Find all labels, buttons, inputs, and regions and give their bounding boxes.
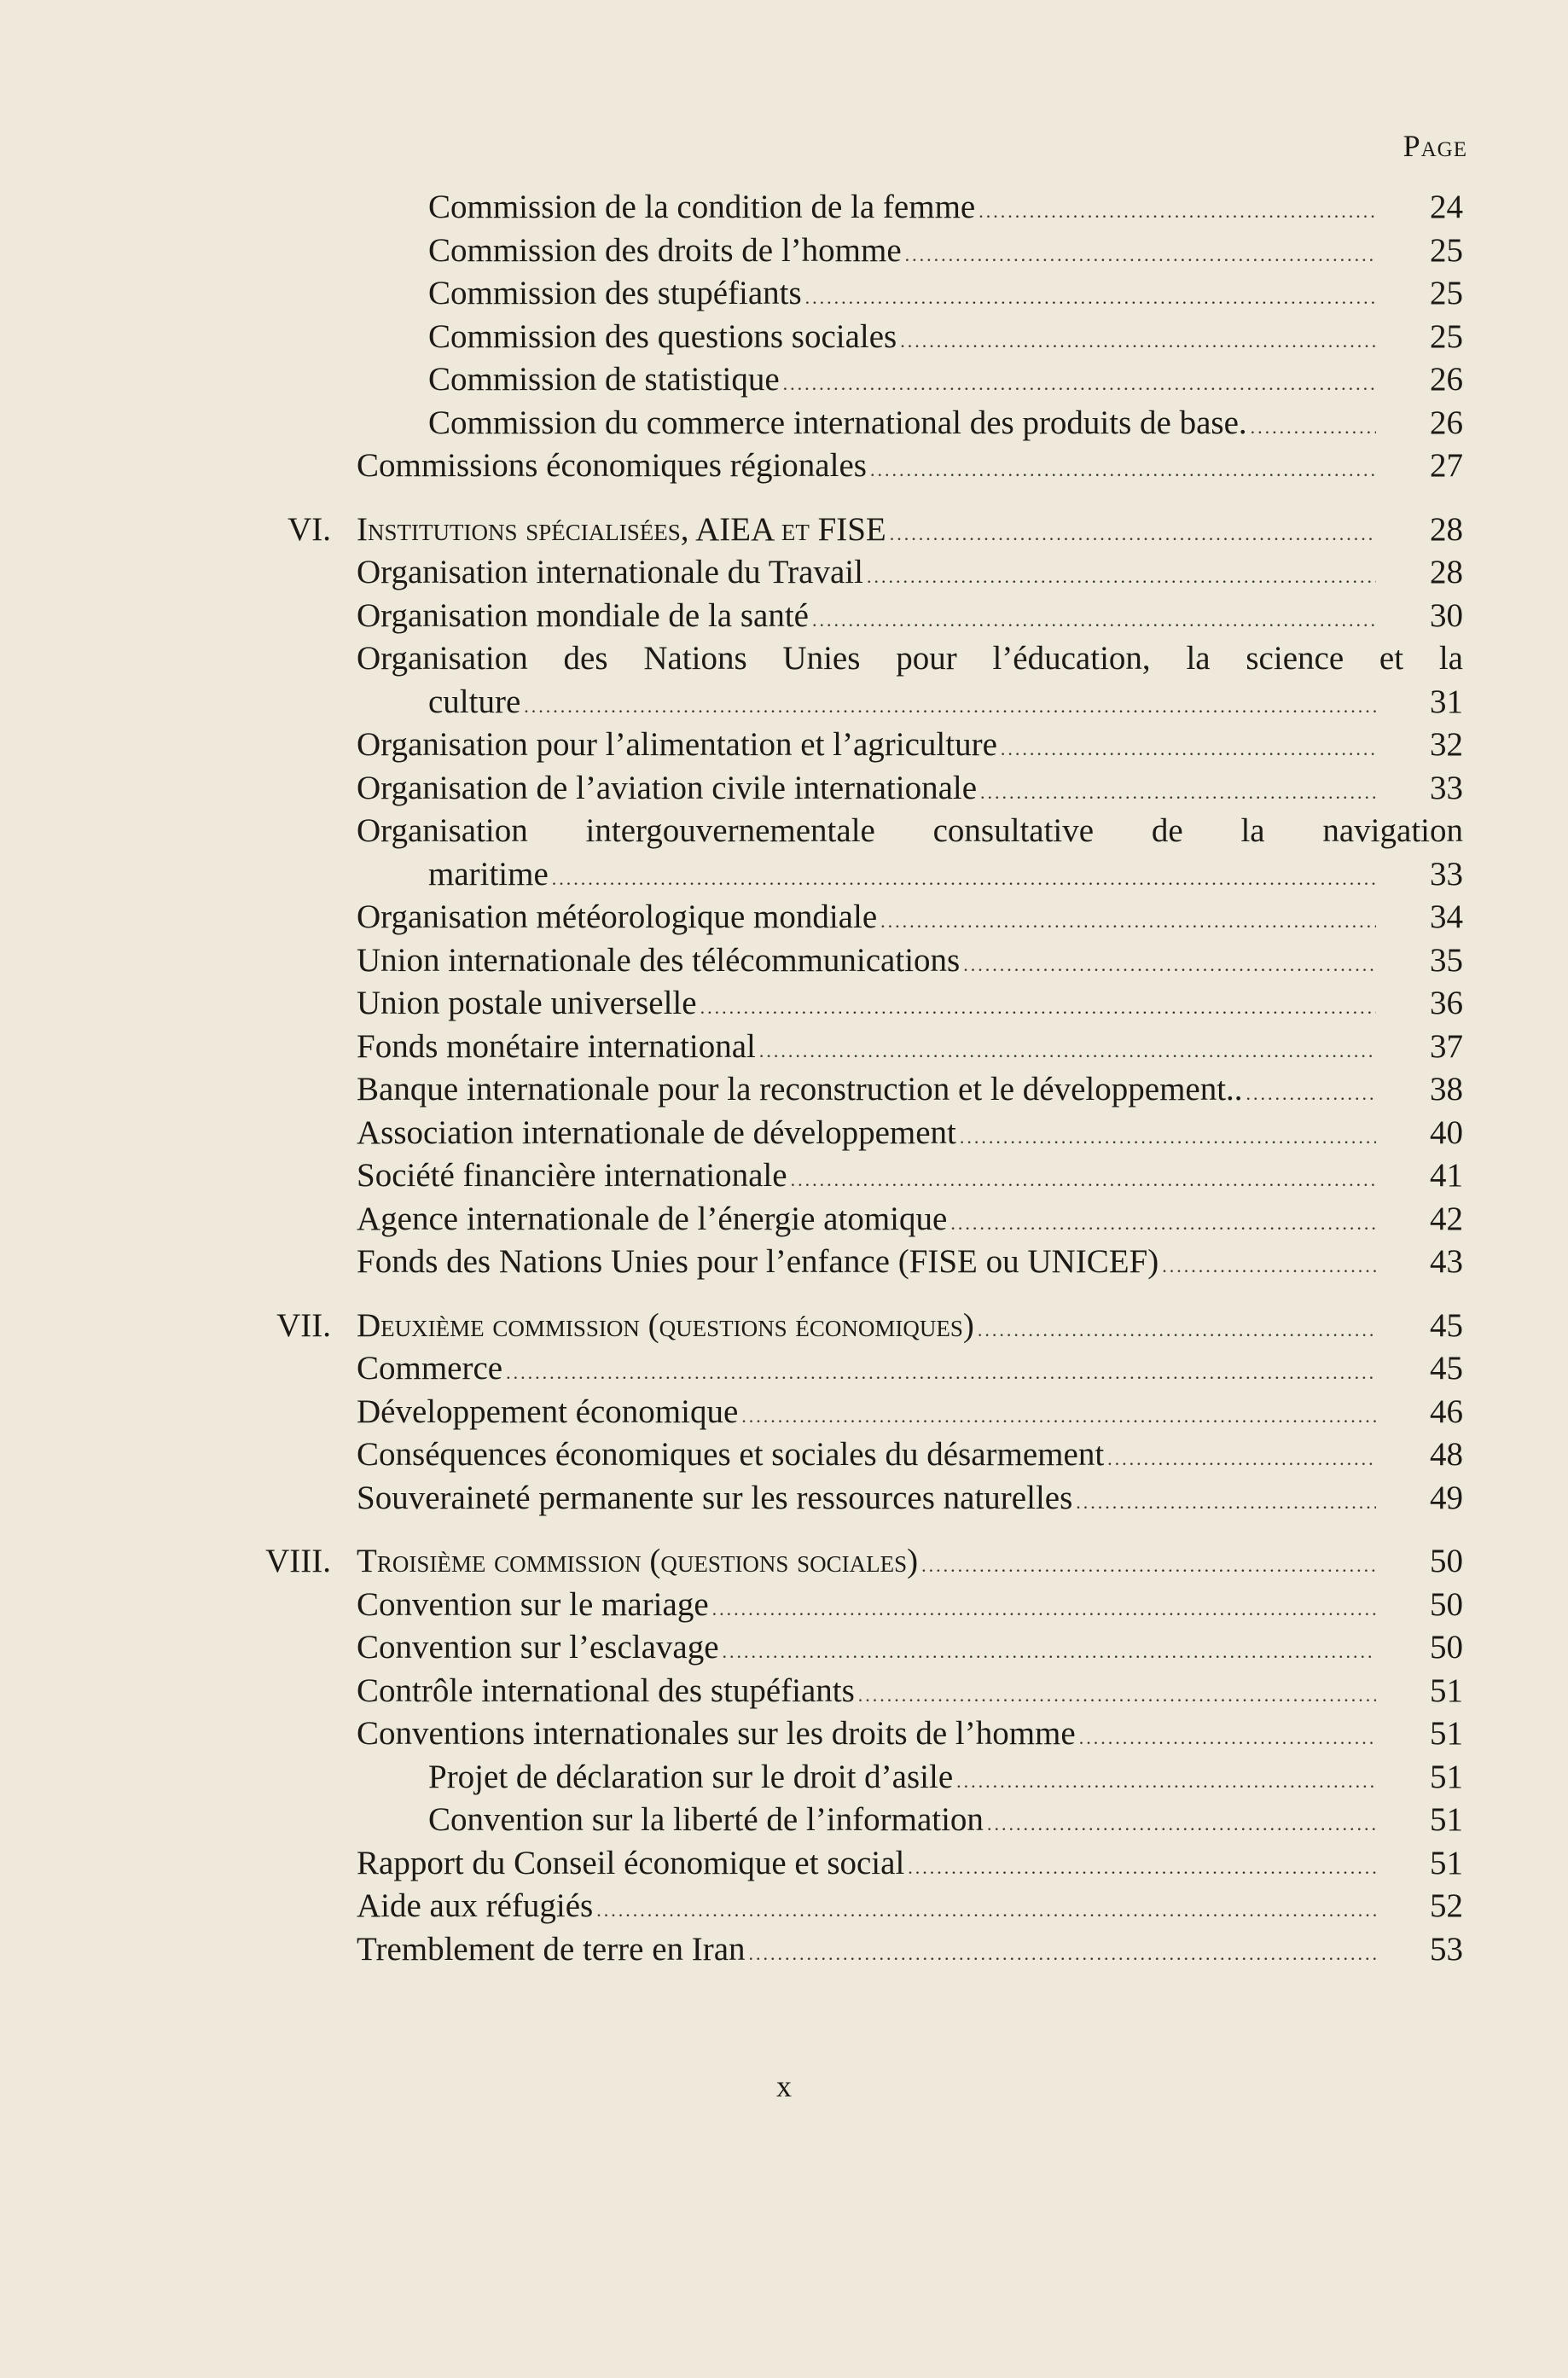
- toc-page-number: 53: [1430, 1930, 1463, 1968]
- dot-leader: [1246, 1073, 1376, 1116]
- toc-entry: [357, 1154, 1376, 1202]
- toc-page-number: 34: [1430, 898, 1463, 935]
- dot-leader: [956, 1760, 1376, 1804]
- dot-leader: [867, 555, 1376, 599]
- toc-entry-text: Aide aux réfugiés: [357, 1887, 594, 1924]
- toc-row: [0, 810, 1568, 853]
- toc-entry: [357, 1112, 1376, 1160]
- toc-entry: [357, 1712, 1376, 1760]
- toc-row: [0, 1068, 1568, 1112]
- toc-row: [0, 1756, 1568, 1799]
- toc-page-number: 52: [1430, 1887, 1463, 1924]
- toc-entry: [428, 186, 1376, 234]
- toc-entry: [357, 1026, 1376, 1073]
- toc-entry-text: Organisation pour l’alimentation et l’agriculture: [357, 726, 997, 763]
- toc-row: [0, 402, 1568, 445]
- dot-leader: [987, 1803, 1376, 1846]
- toc-entry-text: Commission des droits de l’homme: [428, 231, 902, 269]
- toc-entry: [357, 1347, 1376, 1395]
- toc-page-number: 51: [1430, 1801, 1463, 1838]
- dot-leader: [960, 1116, 1376, 1160]
- toc-entry: [428, 272, 1376, 320]
- section-numeral: VII.: [276, 1306, 331, 1344]
- toc-entry-text: Commission de la condition de la femme: [428, 189, 976, 225]
- toc-entry-text: Convention sur le mariage: [357, 1585, 709, 1623]
- toc-entry-text: Fonds des Nations Unies pour l’enfance (FISE ou UNICEF): [357, 1243, 1159, 1280]
- toc-page-number: 35: [1430, 941, 1463, 979]
- table-of-contents: [0, 186, 1568, 1971]
- toc-entry: [357, 445, 1376, 492]
- toc-row: [0, 186, 1568, 230]
- toc-entry: [357, 1584, 1376, 1631]
- toc-page-number: 46: [1430, 1392, 1463, 1430]
- toc-entry-text: Contrôle international des stupéfiants: [357, 1672, 855, 1709]
- toc-page-number: 25: [1430, 317, 1463, 355]
- dot-leader: [783, 363, 1376, 406]
- section-title: Deuxième commission (questions économiques): [357, 1306, 974, 1344]
- toc-entry-text: Commission du commerce international des produits de base.: [428, 404, 1247, 441]
- toc-entry-text: Développement économique: [357, 1392, 739, 1430]
- toc-entry-text: Organisation de l’aviation civile internationale: [357, 769, 978, 806]
- toc-entry: [357, 1305, 1376, 1352]
- toc-row: [0, 1885, 1568, 1928]
- toc-page-number: 45: [1430, 1350, 1463, 1387]
- dot-leader: [741, 1395, 1376, 1439]
- toc-entry-text: Organisation des Nations Unies pour l’éducation, la science et la: [357, 640, 1463, 677]
- toc-entry-text: Agence internationale de l’énergie atomique: [357, 1200, 948, 1237]
- dot-leader: [759, 1030, 1376, 1073]
- toc-entry-text: Convention sur la liberté de l’information: [428, 1801, 984, 1838]
- toc-page-number: 31: [1430, 683, 1463, 720]
- toc-page-number: 51: [1430, 1672, 1463, 1709]
- toc-row: [0, 1347, 1568, 1391]
- toc-page-number: 30: [1430, 596, 1463, 634]
- dot-leader: [890, 513, 1376, 556]
- toc-entry: [428, 1756, 1376, 1804]
- toc-row: [0, 896, 1568, 939]
- toc-entry-text: Union postale universelle: [357, 985, 697, 1021]
- section-title: Institutions spécialisées, AIEA et FISE: [357, 510, 886, 548]
- dot-leader: [1079, 1717, 1376, 1760]
- toc-entry: [357, 1198, 1376, 1246]
- toc-page-number: 43: [1430, 1243, 1463, 1280]
- toc-entry-text: culture: [428, 683, 521, 720]
- toc-entry-text: Commission de statistique: [428, 361, 780, 398]
- dot-leader: [812, 599, 1376, 642]
- toc-page-number: 42: [1430, 1200, 1463, 1237]
- toc-entry: [357, 595, 1376, 642]
- dot-leader: [950, 1202, 1376, 1246]
- toc-row: [0, 1928, 1568, 1972]
- toc-row: [0, 681, 1568, 724]
- toc-page-number: 27: [1430, 447, 1463, 484]
- toc-page-number: 33: [1430, 855, 1463, 892]
- dot-leader: [712, 1588, 1376, 1631]
- toc-entry-text: Société financière internationale: [357, 1157, 787, 1194]
- toc-row: [0, 551, 1568, 595]
- toc-page-number: 50: [1430, 1585, 1463, 1623]
- toc-entry-text: Commissions économiques régionales: [357, 447, 867, 484]
- toc-entry-text: Organisation mondiale de la santé: [357, 596, 809, 634]
- section-numeral: VIII.: [265, 1543, 331, 1579]
- toc-entry-text: Tremblement de terre en Iran: [357, 1930, 746, 1968]
- page-number: x: [776, 2069, 792, 2103]
- dot-leader: [880, 900, 1376, 944]
- toc-row: [0, 358, 1568, 402]
- toc-entry-text: Organisation intergouvernementale consultative de la navigation: [357, 812, 1463, 849]
- dot-leader: [858, 1674, 1376, 1718]
- toc-entry-text: maritime: [428, 855, 549, 892]
- toc-entry: [357, 1068, 1376, 1116]
- section-title: Troisième commission (questions sociales): [357, 1543, 919, 1579]
- toc-page-number: 28: [1430, 554, 1463, 590]
- toc-row: [0, 1198, 1568, 1241]
- toc-entry: [357, 1241, 1376, 1288]
- dot-leader: [1076, 1481, 1376, 1525]
- toc-entry: [357, 982, 1376, 1030]
- toc-row: [0, 1154, 1568, 1198]
- toc-entry-text: Association internationale de développement: [357, 1113, 956, 1151]
- toc-entry: [357, 551, 1376, 599]
- toc-page-number: 28: [1430, 510, 1463, 548]
- toc-row: [0, 1433, 1568, 1477]
- dot-leader: [900, 320, 1376, 363]
- toc-entry: [428, 230, 1376, 277]
- toc-row: [0, 1626, 1568, 1670]
- toc-entry: [357, 1928, 1376, 1976]
- toc-entry: [428, 1799, 1376, 1846]
- toc-page-number: 25: [1430, 231, 1463, 269]
- toc-entry: [357, 1885, 1376, 1933]
- toc-page-number: 50: [1430, 1629, 1463, 1666]
- toc-page-number: 50: [1430, 1543, 1463, 1579]
- toc-row: [0, 1842, 1568, 1886]
- toc-entry-text: Projet de déclaration sur le droit d’asile: [428, 1758, 954, 1795]
- dot-leader: [1107, 1438, 1376, 1481]
- toc-entry: [357, 1670, 1376, 1718]
- toc-entry: [357, 896, 1376, 944]
- dot-leader: [963, 944, 1376, 987]
- toc-entry-text: Convention sur l’esclavage: [357, 1629, 719, 1666]
- toc-entry: [428, 358, 1376, 406]
- toc-row: [0, 767, 1568, 811]
- toc-row: [0, 1670, 1568, 1713]
- dot-leader: [791, 1159, 1376, 1202]
- toc-entry-text: Commission des questions sociales: [428, 317, 897, 355]
- toc-entry: [357, 1433, 1376, 1481]
- toc-page-number: 26: [1430, 404, 1463, 441]
- dot-leader: [1251, 406, 1376, 450]
- toc-entry: [357, 1626, 1376, 1674]
- toc-entry-text: Banque internationale pour la reconstruction et le développement..: [357, 1071, 1243, 1108]
- toc-entry-text: Souveraineté permanente sur les ressources naturelles: [357, 1479, 1073, 1516]
- toc-entry-text: Conventions internationales sur les droits de l’homme: [357, 1715, 1076, 1752]
- toc-row: [0, 637, 1568, 681]
- toc-section-row: [0, 1540, 1568, 1584]
- toc-entry-text: Commission des stupéfiants: [428, 275, 802, 311]
- toc-entry-text: Organisation internationale du Travail: [357, 554, 863, 590]
- toc-row: [0, 1477, 1568, 1520]
- toc-entry: [428, 402, 1376, 450]
- toc-page-number: 32: [1430, 726, 1463, 763]
- toc-row: [0, 1391, 1568, 1434]
- toc-page-number: 26: [1430, 361, 1463, 398]
- toc-section-row: [0, 509, 1568, 552]
- dot-leader: [723, 1631, 1376, 1674]
- toc-page-number: 51: [1430, 1715, 1463, 1752]
- toc-row: [0, 1584, 1568, 1627]
- dot-leader: [596, 1889, 1376, 1933]
- toc-entry-text: Union internationale des télécommunications: [357, 941, 961, 979]
- toc-row: [0, 1241, 1568, 1284]
- toc-entry: [357, 724, 1376, 771]
- toc-row: [0, 272, 1568, 316]
- toc-entry-text: Commerce: [357, 1350, 503, 1387]
- toc-page-number: 51: [1430, 1844, 1463, 1881]
- dot-leader: [980, 771, 1376, 815]
- dot-leader: [870, 449, 1376, 492]
- toc-row: [0, 853, 1568, 897]
- dot-leader: [978, 1309, 1376, 1352]
- dot-leader: [700, 986, 1376, 1030]
- toc-row: [0, 724, 1568, 767]
- page-column-header: Page: [1402, 129, 1467, 163]
- toc-entry: [428, 316, 1376, 363]
- toc-page-number: 49: [1430, 1479, 1463, 1516]
- toc-row: [0, 316, 1568, 359]
- dot-leader: [506, 1352, 1376, 1395]
- toc-entry: [428, 681, 1376, 729]
- toc-entry: [357, 1842, 1376, 1890]
- toc-page-number: 38: [1430, 1071, 1463, 1108]
- toc-entry-text: Organisation météorologique mondiale: [357, 898, 878, 935]
- toc-row: [0, 1799, 1568, 1842]
- toc-entry: [428, 853, 1376, 901]
- dot-leader: [979, 190, 1376, 234]
- toc-page-number: 51: [1430, 1758, 1463, 1795]
- toc-entry: [357, 1477, 1376, 1525]
- toc-entry: [357, 767, 1376, 815]
- toc-row: [0, 982, 1568, 1026]
- section-numeral: VI.: [287, 510, 331, 548]
- toc-entry-text: Conséquences économiques et sociales du désarmement: [357, 1436, 1105, 1473]
- dot-leader: [552, 858, 1376, 901]
- toc-section-row: [0, 1305, 1568, 1348]
- toc-page-number: 48: [1430, 1436, 1463, 1473]
- toc-page-number: 40: [1430, 1113, 1463, 1151]
- toc-row: [0, 445, 1568, 488]
- toc-row: [0, 939, 1568, 983]
- toc-row: [0, 1112, 1568, 1155]
- toc-entry: [357, 939, 1376, 987]
- toc-row: [0, 1712, 1568, 1756]
- dot-leader: [805, 276, 1376, 320]
- dot-leader: [905, 234, 1376, 277]
- toc-entry: [357, 509, 1376, 556]
- toc-page-number: 24: [1430, 189, 1463, 225]
- toc-page-number: 37: [1430, 1027, 1463, 1065]
- toc-page-number: 41: [1430, 1157, 1463, 1194]
- toc-page-number: 45: [1430, 1306, 1463, 1344]
- toc-entry: [357, 1540, 1376, 1588]
- toc-entry-text: Rapport du Conseil économique et social: [357, 1844, 905, 1881]
- toc-entry-text: Fonds monétaire international: [357, 1027, 756, 1065]
- dot-leader: [921, 1544, 1376, 1588]
- toc-page-number: 36: [1430, 985, 1463, 1021]
- dot-leader: [749, 1933, 1376, 1976]
- toc-page-number: 33: [1430, 769, 1463, 806]
- dot-leader: [908, 1846, 1376, 1890]
- toc-entry: [357, 1391, 1376, 1439]
- dot-leader: [1001, 728, 1376, 771]
- toc-page-number: 25: [1430, 275, 1463, 311]
- toc-row: [0, 595, 1568, 638]
- toc-row: [0, 230, 1568, 273]
- dot-leader: [1162, 1245, 1376, 1288]
- dot-leader: [524, 685, 1376, 729]
- toc-row: [0, 1026, 1568, 1069]
